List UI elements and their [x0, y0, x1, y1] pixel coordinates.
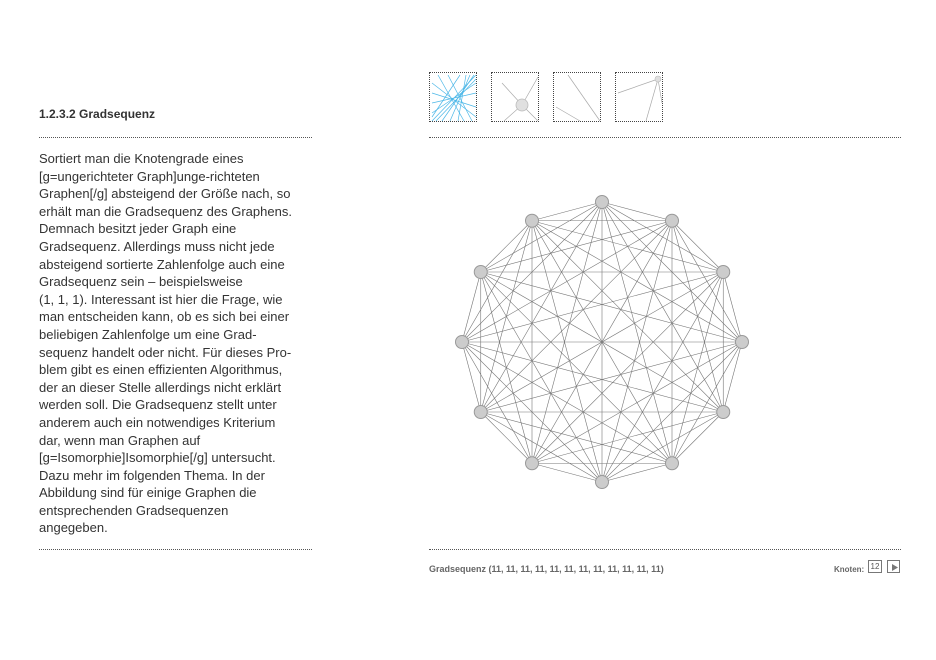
graph-edge	[481, 221, 672, 412]
graph-edges	[462, 202, 742, 482]
body-text-line: [g=ungerichteter Graph]unge-richteten	[39, 168, 260, 184]
graph-node[interactable]	[666, 214, 679, 227]
body-text-line: [g=Isomorphie]Isomorphie[/g] untersucht.	[39, 450, 276, 466]
body-text-line: beliebigen Zahlenfolge um eine Grad-	[39, 326, 257, 342]
graph-node[interactable]	[526, 457, 539, 470]
body-text-line: Dazu mehr im folgenden Thema. In der	[39, 467, 265, 483]
body-text-line: dar, wenn man Graphen auf	[39, 432, 201, 448]
graph-edge	[462, 342, 672, 463]
graph-node[interactable]	[666, 457, 679, 470]
body-text-line: sequenz handelt oder nicht. Für dieses Pro-	[39, 344, 292, 360]
graph-edge	[532, 463, 602, 482]
graph-edge	[481, 272, 532, 463]
thumbnail-sparse-graph[interactable]	[553, 72, 601, 122]
graph-edge	[462, 221, 532, 342]
graph-node[interactable]	[474, 266, 487, 279]
text-bottom-divider	[39, 549, 312, 550]
graph-edge	[532, 272, 723, 463]
star-graph-icon	[492, 73, 540, 123]
node-count-label: Knoten:	[834, 565, 865, 574]
degree-sequence-caption: Gradsequenz (11, 11, 11, 11, 11, 11, 11, 11, 11, 11, 11, 11)	[429, 564, 664, 574]
body-text-line: Abbildung sind für einige Graphen die	[39, 485, 257, 501]
graph-node[interactable]	[717, 406, 730, 419]
body-text-line: der an dieser Stelle allerdings nicht erklärt	[39, 379, 282, 395]
thumbnail-complete-graph[interactable]	[429, 72, 477, 122]
graph-edge	[672, 221, 723, 272]
body-text	[39, 150, 313, 537]
body-text-line: absteigend sortierte Zahlenfolge auch eine	[39, 256, 285, 272]
graph-edge	[481, 221, 532, 412]
fan-graph-icon	[616, 73, 664, 123]
graph-edge	[723, 342, 742, 412]
graph-edge	[481, 412, 602, 482]
play-icon	[888, 561, 901, 574]
graph-edge	[602, 463, 672, 482]
sparse-graph-icon	[554, 73, 602, 123]
body-text-line: (1, 1, 1). Interessant ist hier die Frage, wie	[39, 291, 283, 307]
graph-node[interactable]	[736, 336, 749, 349]
body-text-line: Gradsequenz sein – beispielsweise	[39, 274, 243, 290]
graph-edge	[462, 342, 532, 463]
thumbnail-star-graph[interactable]	[491, 72, 539, 122]
graph-edge	[481, 272, 602, 482]
graph-edge	[532, 221, 723, 272]
graph-node[interactable]	[717, 266, 730, 279]
body-text-line: entsprechenden Gradsequenzen	[39, 502, 229, 518]
graph-edge	[481, 412, 532, 463]
graph-node[interactable]	[526, 214, 539, 227]
body-text-line: Graphen[/g] absteigend der Größe nach, so	[39, 186, 291, 202]
thumbnail-fan-graph[interactable]	[615, 72, 663, 122]
graph-edge	[602, 202, 672, 221]
complete-graph-canvas	[429, 140, 901, 546]
graph-node[interactable]	[456, 336, 469, 349]
play-button[interactable]	[887, 560, 900, 573]
graph-edge	[462, 342, 481, 412]
body-text-line: erhält man die Gradsequenz des Graphens.	[39, 203, 292, 219]
graph-edge	[723, 272, 742, 342]
graph-node[interactable]	[596, 476, 609, 489]
graph-edge	[532, 221, 723, 412]
body-text-line: Demnach besitzt jeder Graph eine	[39, 221, 237, 237]
complete-graph-icon	[430, 73, 478, 123]
body-text-line: blem gibt es einen effizienten Algorithmus,	[39, 362, 283, 378]
graph-edge	[462, 272, 481, 342]
body-text-line: werden soll. Die Gradsequenz stellt unter	[39, 397, 277, 413]
graph-bottom-divider	[429, 549, 901, 550]
body-text-line: man entscheiden kann, ob es sich bei einer	[39, 309, 290, 325]
graph-edge	[532, 221, 742, 342]
graph-edge	[532, 202, 602, 221]
graph-top-divider	[429, 137, 901, 138]
section-title: 1.2.3.2 Gradsequenz	[39, 107, 156, 121]
node-count-input[interactable]: 12	[868, 560, 882, 573]
graph-edge	[481, 272, 672, 463]
body-text-line: anderem auch ein notwendiges Kriterium	[39, 414, 276, 430]
graph-edge	[672, 412, 723, 463]
graph-node[interactable]	[474, 406, 487, 419]
graph-node[interactable]	[596, 196, 609, 209]
body-text-line: Sortiert man die Knotengrade eines	[39, 151, 244, 166]
body-text-line: angegeben.	[39, 520, 108, 536]
graph-edge	[481, 221, 532, 272]
body-text-line: Gradsequenz. Allerdings muss nicht jede	[39, 238, 275, 254]
title-divider	[39, 137, 312, 138]
